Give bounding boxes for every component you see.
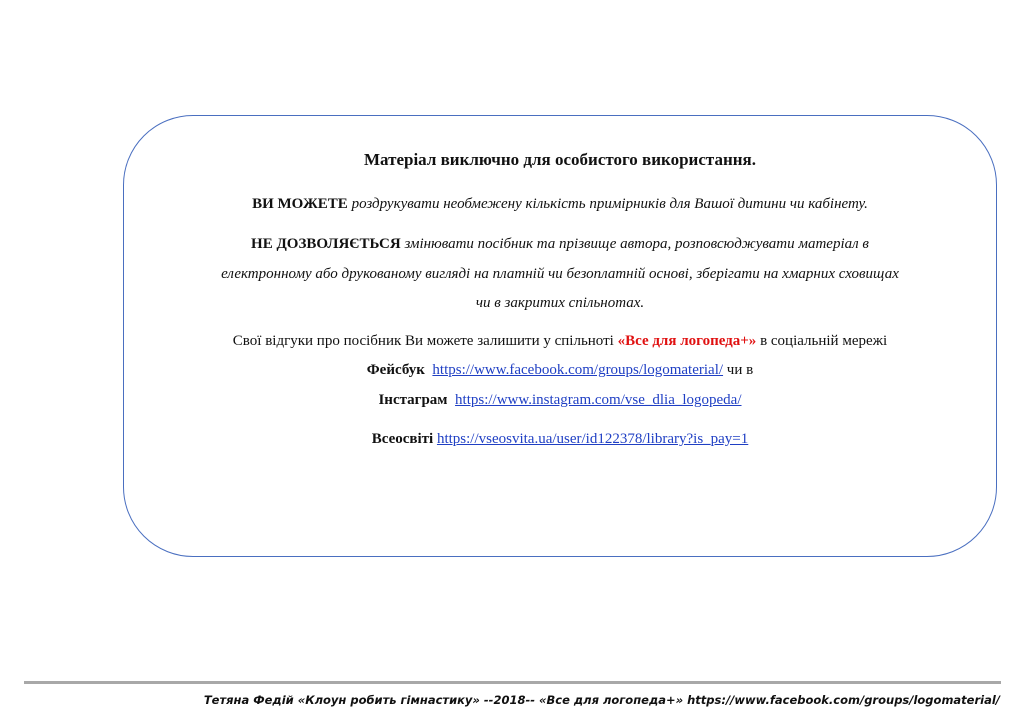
footer-credits: Тетяна Федій «Клоун робить гімнастику» --2018-- «Все для логопеда+» https://www.facebook.com/groups/logomaterial/: [203, 693, 1000, 707]
can-paragraph: [130, 194, 990, 214]
facebook-link[interactable]: https://www.facebook.com/groups/logomaterial/: [432, 362, 724, 378]
forbidden-text-1: змінювати посібник та прізвище автора, розповсюджувати матеріал в: [400, 236, 869, 252]
notice-title: Матеріал виключно для особистого використання.: [364, 150, 756, 169]
vseosvita-line: [130, 429, 990, 449]
vseosvita-link[interactable]: https://vseosvita.ua/user/id122378/library?is_pay=1: [436, 431, 749, 447]
community-name: «Все для логопеда+»: [617, 333, 757, 349]
forbidden-paragraph-line-3: чи в закритих спільнотах.: [475, 295, 645, 311]
instagram-label: Інстаграм: [378, 392, 448, 408]
facebook-label: Фейсбук: [366, 362, 425, 378]
feedback-post: в соціальній мережі: [756, 333, 888, 349]
vseosvita-label: Всеосвіті: [371, 431, 434, 447]
facebook-line: [130, 360, 990, 380]
forbidden-label: НЕ ДОЗВОЛЯЄТЬСЯ: [251, 236, 401, 252]
instagram-line: [130, 390, 990, 410]
can-label: ВИ МОЖЕТЕ: [252, 196, 348, 212]
forbidden-paragraph-line-1: [130, 234, 990, 254]
feedback-pre: Свої відгуки про посібник Ви можете залишити у спільноті: [232, 333, 618, 349]
or-text: чи в: [723, 362, 754, 378]
footer-divider: [24, 681, 1001, 684]
feedback-paragraph: [130, 331, 990, 351]
can-text: роздрукувати необмежену кількість примірників для Вашої дитини чи кабінету.: [347, 196, 868, 212]
forbidden-paragraph-line-2: електронному або друкованому вигляді на платній чи безоплатній основі, зберігати на хмарних сховищах: [221, 266, 899, 282]
instagram-link[interactable]: https://www.instagram.com/vse_dlia_logopeda/: [455, 392, 742, 408]
